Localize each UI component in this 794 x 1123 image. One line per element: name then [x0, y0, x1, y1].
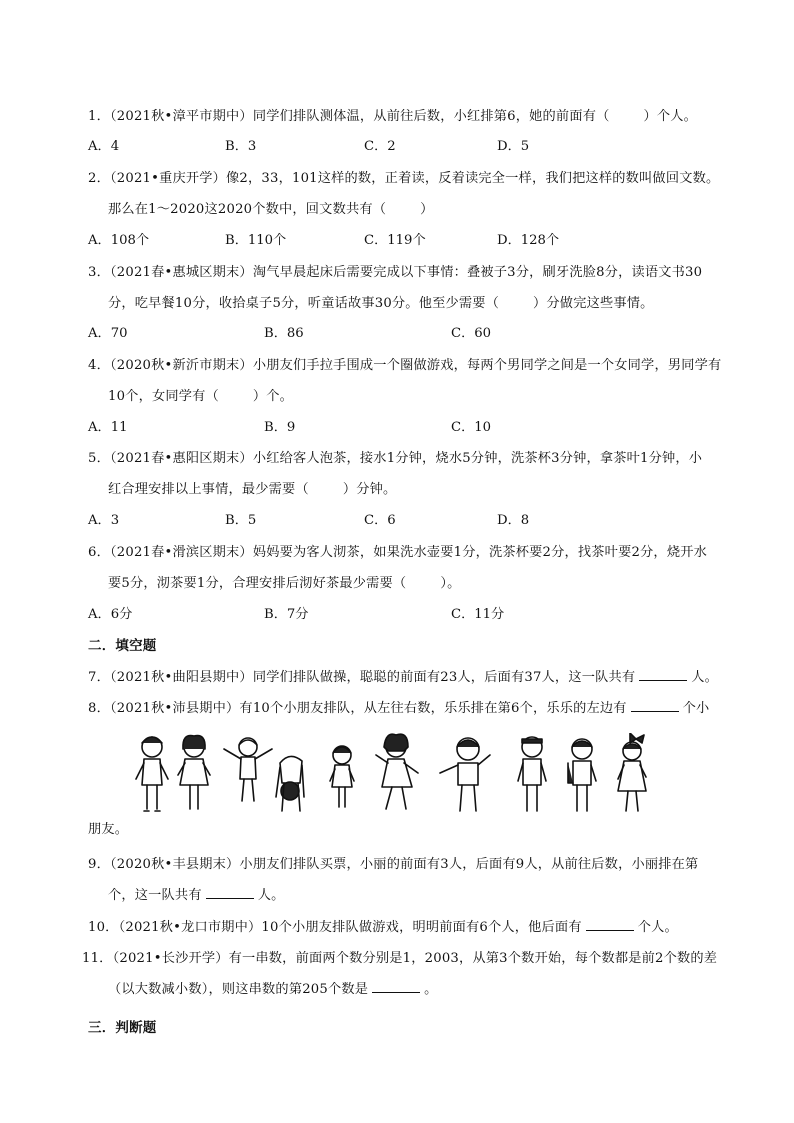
question-4 [88, 354, 721, 373]
question-6 [88, 541, 707, 560]
question-2 [88, 167, 719, 186]
option-c[interactable]: C．10 [451, 420, 492, 435]
question-11-text: 11．（2021•长沙开学）有一串数，前面两个数分别是1，2003，从第3个数开始，每个数都是前2个数的差 [82, 951, 718, 966]
question-10-text: 10．（2021秋•龙口市期中）10个小朋友排队做游戏，明明前面有6个人，他后面有 [88, 920, 582, 935]
option-a[interactable]: A．3 [88, 513, 120, 528]
question-3-options [88, 322, 728, 342]
question-11-text-2: （以大数减小数），则这串数的第205个数是 [108, 982, 369, 997]
question-6-text: 6．（2021春•滑滨区期末）妈妈要为客人沏茶，如果洗水壶要1分，洗茶杯要2分，找茶叶要2分，烧开水 [88, 545, 707, 560]
question-4-text-2: 10个，女同学有（ [108, 389, 219, 404]
question-6-text-2: 要5分，沏茶要1分，合理安排后沏好茶最少需要（ [108, 576, 407, 591]
question-5-tail: ）分钟。 [342, 482, 397, 497]
child-figure [330, 746, 354, 807]
child-figure [618, 733, 646, 811]
question-11 [82, 947, 717, 966]
question-3-text-2: 分，吃早餐10分，收拾桌子5分，听童话故事30分。他至少需要（ [108, 296, 500, 311]
section-heading-true-false: 三．判断题 [88, 1020, 157, 1036]
question-11-tail: 。 [424, 982, 438, 997]
option-b[interactable]: B．3 [225, 139, 257, 154]
option-c[interactable]: C．60 [451, 326, 492, 341]
question-5-text: 5．（2021春•惠阳区期末）小红给客人泡茶，接水1分钟，烧水5分钟，洗茶杯3分钟，拿茶叶1分钟，小 [88, 451, 703, 466]
child-figure [568, 739, 596, 811]
question-9-text: 9．（2020秋•丰县期末）小朋友们排队买票，小丽的前面有3人，后面有9人，从前往后数，小丽排在第 [88, 857, 699, 872]
question-9 [88, 853, 698, 872]
answer-blank[interactable] [206, 886, 254, 899]
question-1-tail: ）个人。 [643, 109, 698, 124]
option-c[interactable]: C．2 [364, 139, 396, 154]
question-2-text-2: 那么在1～2020这2020个数中，回文数共有（ [108, 202, 387, 217]
question-3-line2 [108, 292, 654, 311]
child-figure [276, 756, 304, 811]
child-figure [440, 738, 490, 811]
question-3 [88, 261, 702, 280]
question-6-tail: ）。 [440, 576, 461, 591]
section-heading-fill-in: 二．填空题 [88, 638, 157, 654]
option-a[interactable]: A．4 [88, 139, 120, 154]
question-6-line2 [108, 572, 461, 591]
question-2-tail: ） [420, 202, 434, 217]
question-5 [88, 447, 702, 466]
question-2-options [88, 229, 728, 249]
answer-blank[interactable] [586, 918, 634, 931]
option-a[interactable]: A．11 [88, 420, 128, 435]
answer-blank[interactable] [372, 980, 420, 993]
question-2-text: 2．（2021•重庆开学）像2，33，101这样的数，正着读，反着读完全一样，我们把这样的数叫做回文数。 [88, 171, 720, 186]
question-8-line2: 朋友。 [88, 822, 129, 837]
option-b[interactable]: B．86 [264, 326, 304, 341]
option-b[interactable]: B．9 [264, 420, 296, 435]
question-4-text: 4．（2020秋•新沂市期末）小朋友们手拉手围成一个圈做游戏，每两个男同学之间是一个女同学，男同学有 [88, 358, 722, 373]
child-figure [224, 738, 272, 801]
question-4-options [88, 416, 728, 436]
question-1-text: 1．（2021秋•漳平市期中）同学们排队测体温，从前往后数，小红排第6，她的前面有（ [88, 109, 610, 124]
question-10-tail: 个人。 [637, 920, 678, 935]
option-d[interactable]: D．5 [497, 139, 530, 154]
question-7-tail: 人。 [691, 670, 719, 685]
child-figure [136, 737, 168, 811]
question-7 [88, 666, 718, 685]
option-a[interactable]: A．70 [88, 326, 128, 341]
option-d[interactable]: D．128个 [497, 233, 560, 248]
answer-blank[interactable] [631, 699, 679, 712]
question-8 [88, 697, 709, 716]
option-b[interactable]: B．110个 [225, 233, 287, 248]
child-figure [376, 734, 418, 809]
option-b[interactable]: B．7分 [264, 607, 309, 622]
question-8-tail: 个小 [682, 701, 710, 716]
option-a[interactable]: A．6分 [88, 607, 133, 622]
option-b[interactable]: B．5 [225, 513, 257, 528]
question-10 [88, 916, 678, 935]
question-6-options [88, 603, 728, 623]
question-2-line2 [108, 198, 434, 217]
question-3-tail: ）分做完这些事情。 [533, 296, 654, 311]
question-7-text: 7．（2021秋•曲阳县期中）同学们排队做操，聪聪的前面有23人，后面有37人，这一队共有 [88, 670, 636, 685]
question-9-tail: 人。 [257, 888, 285, 903]
question-11-line2 [108, 978, 438, 997]
question-5-line2 [108, 478, 396, 497]
question-5-text-2: 红合理安排以上事情，最少需要（ [108, 482, 309, 497]
question-1 [88, 105, 697, 124]
option-c[interactable]: C．6 [364, 513, 396, 528]
question-1-options [88, 135, 728, 155]
option-c[interactable]: C．119个 [364, 233, 426, 248]
child-figure [178, 736, 210, 809]
answer-blank[interactable] [639, 668, 687, 681]
children-lineup-illustration [130, 733, 660, 823]
question-4-tail: ）个。 [252, 389, 294, 404]
question-9-line2 [108, 884, 285, 903]
question-3-text: 3．（2021春•惠城区期末）淘气早晨起床后需要完成以下事情：叠被子3分，刷牙洗脸8分，读语文书30 [88, 265, 703, 280]
question-9-text-2: 个，这一队共有 [108, 888, 202, 903]
question-5-options [88, 509, 728, 529]
child-figure [518, 737, 546, 811]
option-d[interactable]: D．8 [497, 513, 530, 528]
question-4-line2 [108, 385, 293, 404]
option-c[interactable]: C．11分 [451, 607, 505, 622]
option-a[interactable]: A．108个 [88, 233, 150, 248]
question-8-text: 8．（2021秋•沛县期中）有10个小朋友排队，从左往右数，乐乐排在第6个，乐乐的左边有 [88, 701, 627, 716]
